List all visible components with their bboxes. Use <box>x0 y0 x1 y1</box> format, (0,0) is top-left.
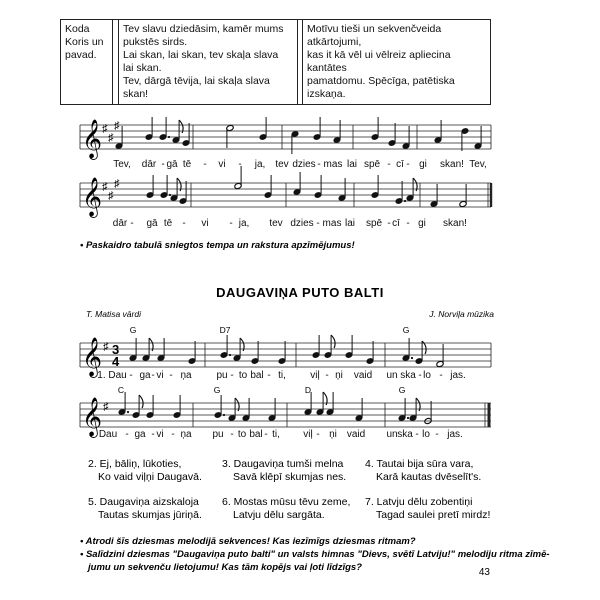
verse-5-line-2: Tautas skumjas jūriņā. <box>98 509 202 521</box>
lyric-syllable: bal <box>249 429 263 440</box>
table-text-line: Tev, dārgā tēvija, lai skaļa slava <box>123 75 270 87</box>
staff-1 <box>80 117 491 160</box>
lyric-syllable: skan! <box>440 159 464 170</box>
table-text-line: Lai skan, lai skan, tev skaļa slava <box>123 49 279 61</box>
question-1: • Atrodi šīs dziesmas melodijā sekvences! Kas iezīmīgs dziesmas ritmam? <box>80 536 416 547</box>
chord-symbol: G <box>402 325 410 335</box>
lyric-syllable: lo <box>423 370 431 381</box>
lyric-syllable: vi <box>201 218 209 229</box>
lyric-syllable: bal <box>250 370 264 381</box>
note <box>251 341 259 365</box>
note <box>402 126 410 150</box>
note <box>333 120 341 144</box>
question-3: jumu un sekvenču lietojumu! Kas tām kopējs vai ļoti līdzīgs? <box>88 562 362 573</box>
lyric-syllable: viļ <box>310 370 320 381</box>
note <box>436 344 444 368</box>
note <box>214 395 225 419</box>
verse-6-line-2: Latvju dēlu sargāta. <box>233 509 325 521</box>
lyric-syllable: - <box>151 429 155 440</box>
note <box>145 117 153 141</box>
lyric-syllable: jas. <box>450 370 466 381</box>
sharp-icon: ♯ <box>103 401 109 413</box>
lyric-syllable: gi <box>419 159 427 170</box>
lyric-syllable: - <box>325 370 329 381</box>
sharp-icon: ♯ <box>103 341 109 353</box>
table-text-line: skan! <box>123 88 149 100</box>
lyric-syllable: vi <box>218 159 226 170</box>
question-2: • Salīdzini dziesmas "Daugaviņa puto balti" un valsts himnas "Dievs, svētī Latviju!" melodiju ritma zīmē- <box>80 549 550 560</box>
lyric-syllable: - <box>406 159 410 170</box>
lyric-syllable: to <box>238 370 248 381</box>
lyric-syllable: dār <box>112 218 128 229</box>
note <box>409 398 420 422</box>
lyric-syllable: ga <box>139 370 151 381</box>
note <box>129 338 137 362</box>
lyric-syllable: - <box>387 218 391 229</box>
lyric-syllable: - <box>151 370 155 381</box>
lyric-syllable: jas. <box>447 429 463 440</box>
lyric-syllable: - <box>316 218 320 229</box>
sharp-icon: ♯ <box>114 120 120 132</box>
lyric-syllable: gi <box>418 218 426 229</box>
lyric-syllable: - <box>169 370 173 381</box>
lyric-syllable: lo <box>422 429 430 440</box>
lyric-syllable: mas <box>322 218 342 229</box>
treble-clef-icon: 𝄞 <box>82 120 103 158</box>
treble-clef-icon: 𝄞 <box>82 178 103 216</box>
lyric-syllable: - <box>182 218 186 229</box>
lyric-syllable: - <box>161 159 165 170</box>
lyric-syllable: vaid <box>346 429 366 440</box>
lyric-syllable: cī <box>392 218 400 229</box>
verse-2-line-2: Ko vaid viļņi Daugavā. <box>98 471 202 483</box>
note <box>157 338 165 362</box>
note <box>264 175 272 199</box>
lyric-syllable: dār <box>141 159 157 170</box>
lyric-syllable: un <box>386 429 398 440</box>
lyric-syllable: - <box>316 429 320 440</box>
note <box>461 127 469 151</box>
lyric-syllable: 1. Dau <box>97 370 127 381</box>
lyric-syllable: vi <box>156 429 164 440</box>
chord-symbol: D <box>304 385 312 395</box>
note <box>388 123 396 147</box>
verse-5-line-1: 5. Daugaviņa aizskaloja <box>88 496 199 508</box>
table-text-line: Koda <box>65 23 90 35</box>
lyric-syllable: vi <box>156 370 164 381</box>
note <box>142 338 153 362</box>
lyric-syllable: gā <box>166 159 178 170</box>
note <box>371 175 379 199</box>
lyric-syllable: pu <box>216 370 228 381</box>
lyric-syllable: - <box>171 429 175 440</box>
note <box>395 181 406 205</box>
lyric-syllable: - <box>418 370 422 381</box>
lyric-syllable: - <box>264 429 268 440</box>
note <box>220 335 231 359</box>
lyric-syllable: ņi <box>335 370 343 381</box>
sharp-icon: ♯ <box>114 178 120 190</box>
note <box>459 184 467 208</box>
sharp-icon: ♯ <box>108 132 114 144</box>
note <box>118 392 129 416</box>
lyric-syllable: gā <box>146 218 158 229</box>
lyric-syllable: ti, <box>278 370 286 381</box>
lyric-syllable: - <box>230 429 234 440</box>
sharp-icon: ♯ <box>102 181 108 193</box>
lyrics-staff-3 <box>97 370 466 381</box>
verse-6-line-1: 6. Mostas mūsu tēvu zeme, <box>222 496 351 508</box>
table-text-line: Motīvu tieši un sekvenčveida atkārtojumi, <box>307 23 442 48</box>
note <box>474 126 482 150</box>
chord-symbol: G <box>213 385 221 395</box>
note <box>170 178 181 202</box>
lyric-syllable: Tev, <box>469 159 487 170</box>
lyric-syllable: ti, <box>272 429 280 440</box>
note <box>314 175 322 199</box>
note <box>371 117 379 141</box>
composer-credit: J. Norviļa mūzika <box>429 309 494 319</box>
lyric-syllable: - <box>415 429 419 440</box>
note <box>430 184 438 208</box>
instruction-text: • Paskaidro tabulā sniegtos tempa un rakstura apzīmējumus! <box>80 240 355 251</box>
note <box>278 341 286 365</box>
chord-symbol: D7 <box>219 325 231 335</box>
lyric-syllable: dzies <box>292 159 316 170</box>
lyrics-staff-1 <box>113 159 487 170</box>
lyric-syllable: to <box>237 429 247 440</box>
staff-2 <box>80 166 491 218</box>
table-text-line: pukstēs sirds. <box>123 36 188 48</box>
chord-symbol: C <box>117 385 125 395</box>
note <box>293 172 301 196</box>
note <box>146 175 154 199</box>
lyric-syllable: ņa <box>180 370 192 381</box>
note <box>159 117 170 141</box>
lyric-syllable: mas <box>323 159 343 170</box>
chord-symbol: G <box>398 385 406 395</box>
notes-staff-1 <box>115 117 482 154</box>
note <box>268 398 276 422</box>
lyric-syllable: ga <box>134 429 146 440</box>
note <box>160 175 171 199</box>
lyric-syllable: ņi <box>329 429 337 440</box>
lyric-syllable: - <box>238 159 242 170</box>
table-text-line: kas it kā vēl ui vēlreiz apliecina kantātes <box>307 49 451 74</box>
lyric-syllable: - <box>129 370 133 381</box>
lyric-syllable: - <box>230 370 234 381</box>
lyric-syllable: spē <box>365 218 383 229</box>
note <box>172 120 183 144</box>
note <box>355 398 363 422</box>
song-title: DAUGAVIŅA PUTO BALTI <box>216 285 384 300</box>
sharp-icon: ♯ <box>102 123 108 135</box>
lyric-syllable: - <box>267 370 271 381</box>
verse-2-line-1: 2. Ej, bāliņ, lūkoties, <box>88 458 182 470</box>
note <box>406 178 417 202</box>
lyric-syllable: un <box>386 370 398 381</box>
note <box>242 398 250 422</box>
lyric-syllable: - <box>435 429 439 440</box>
lyric-syllable: Tev, <box>113 159 131 170</box>
lyric-syllable: ska <box>397 429 413 440</box>
note <box>345 335 353 359</box>
lyric-syllable: cī <box>396 159 404 170</box>
chord-symbol: G <box>129 325 137 335</box>
lyric-syllable: ja, <box>254 159 266 170</box>
note <box>313 117 321 141</box>
treble-clef-icon: 𝄞 <box>82 398 103 436</box>
note <box>291 130 299 154</box>
lyric-syllable: tē <box>163 218 173 229</box>
chords-staff-3 <box>130 325 410 335</box>
table-text-line: lai skan. <box>123 62 162 74</box>
verse-3-line-2: Savā klēpī skumjas nes. <box>233 471 347 483</box>
lyric-syllable: - <box>130 218 134 229</box>
table-text-line: pavad. <box>65 49 97 61</box>
lyric-syllable: tev <box>275 159 289 170</box>
lyric-syllable: tē <box>182 159 192 170</box>
lyric-syllable: ja, <box>238 218 250 229</box>
note <box>434 120 442 144</box>
lyric-syllable: Dau <box>98 429 118 440</box>
lyric-syllable: ņa <box>180 429 192 440</box>
lyric-syllable: ska <box>400 370 416 381</box>
lyric-syllable: skan! <box>443 218 467 229</box>
lyric-syllable: vaid <box>353 370 373 381</box>
note <box>304 392 312 416</box>
lyric-syllable: - <box>125 429 129 440</box>
note <box>228 398 239 422</box>
verse-4-line-2: Karā kautas dvēselīt's. <box>376 471 482 483</box>
lyric-syllable: lai <box>344 218 356 229</box>
notes-staff-3 <box>129 335 444 368</box>
lyric-syllable: pu <box>212 429 224 440</box>
note <box>366 341 374 365</box>
note <box>402 338 413 362</box>
lyrics-staff-2 <box>113 218 467 229</box>
verse-7-line-2: Tagad saulei pretī mirdz! <box>376 509 491 521</box>
note <box>233 338 244 362</box>
lyric-syllable: - <box>317 159 321 170</box>
time-signature-top: 3 <box>112 342 120 357</box>
lyric-syllable: - <box>439 370 443 381</box>
sharp-icon: ♯ <box>108 190 114 202</box>
note <box>312 335 320 359</box>
lyric-syllable: - <box>203 159 207 170</box>
note <box>338 178 346 202</box>
page-number: 43 <box>478 567 490 578</box>
lyric-syllable: - <box>406 218 410 229</box>
table-text-line: pamatdomu. Spēcīga, patētiska izskaņa. <box>307 75 455 100</box>
note <box>259 117 267 141</box>
lyric-syllable: lai <box>346 159 358 170</box>
note <box>188 341 196 365</box>
chords-staff-4 <box>118 385 405 395</box>
verse-3-line-1: 3. Daugaviņa tumši melna <box>222 458 344 470</box>
note <box>179 181 187 205</box>
note <box>173 395 181 419</box>
lyrics-staff-4 <box>99 429 463 440</box>
lyric-syllable: - <box>229 218 233 229</box>
lyric-syllable: - <box>387 159 391 170</box>
lyric-syllable: dzies <box>290 218 314 229</box>
lyricist-credit: T. Matisa vārdi <box>86 309 141 319</box>
verses <box>88 458 490 521</box>
lyric-syllable: spē <box>363 159 381 170</box>
note <box>398 398 409 422</box>
lyric-syllable: tev <box>269 218 283 229</box>
note <box>146 395 154 419</box>
verse-4-line-1: 4. Tautai bija sūra vara, <box>365 458 474 470</box>
treble-clef-icon: 𝄞 <box>82 338 103 376</box>
time-signature-bottom: 4 <box>112 354 120 369</box>
table-text-line: Koris un <box>65 36 104 48</box>
table-text-line: Tev slavu dziedāsim, kamēr mums <box>123 23 284 35</box>
note <box>226 124 234 148</box>
note <box>316 392 327 416</box>
lyric-syllable: viļ <box>303 429 313 440</box>
verse-7-line-1: 7. Latvju dēlu zobentiņi <box>365 496 473 508</box>
